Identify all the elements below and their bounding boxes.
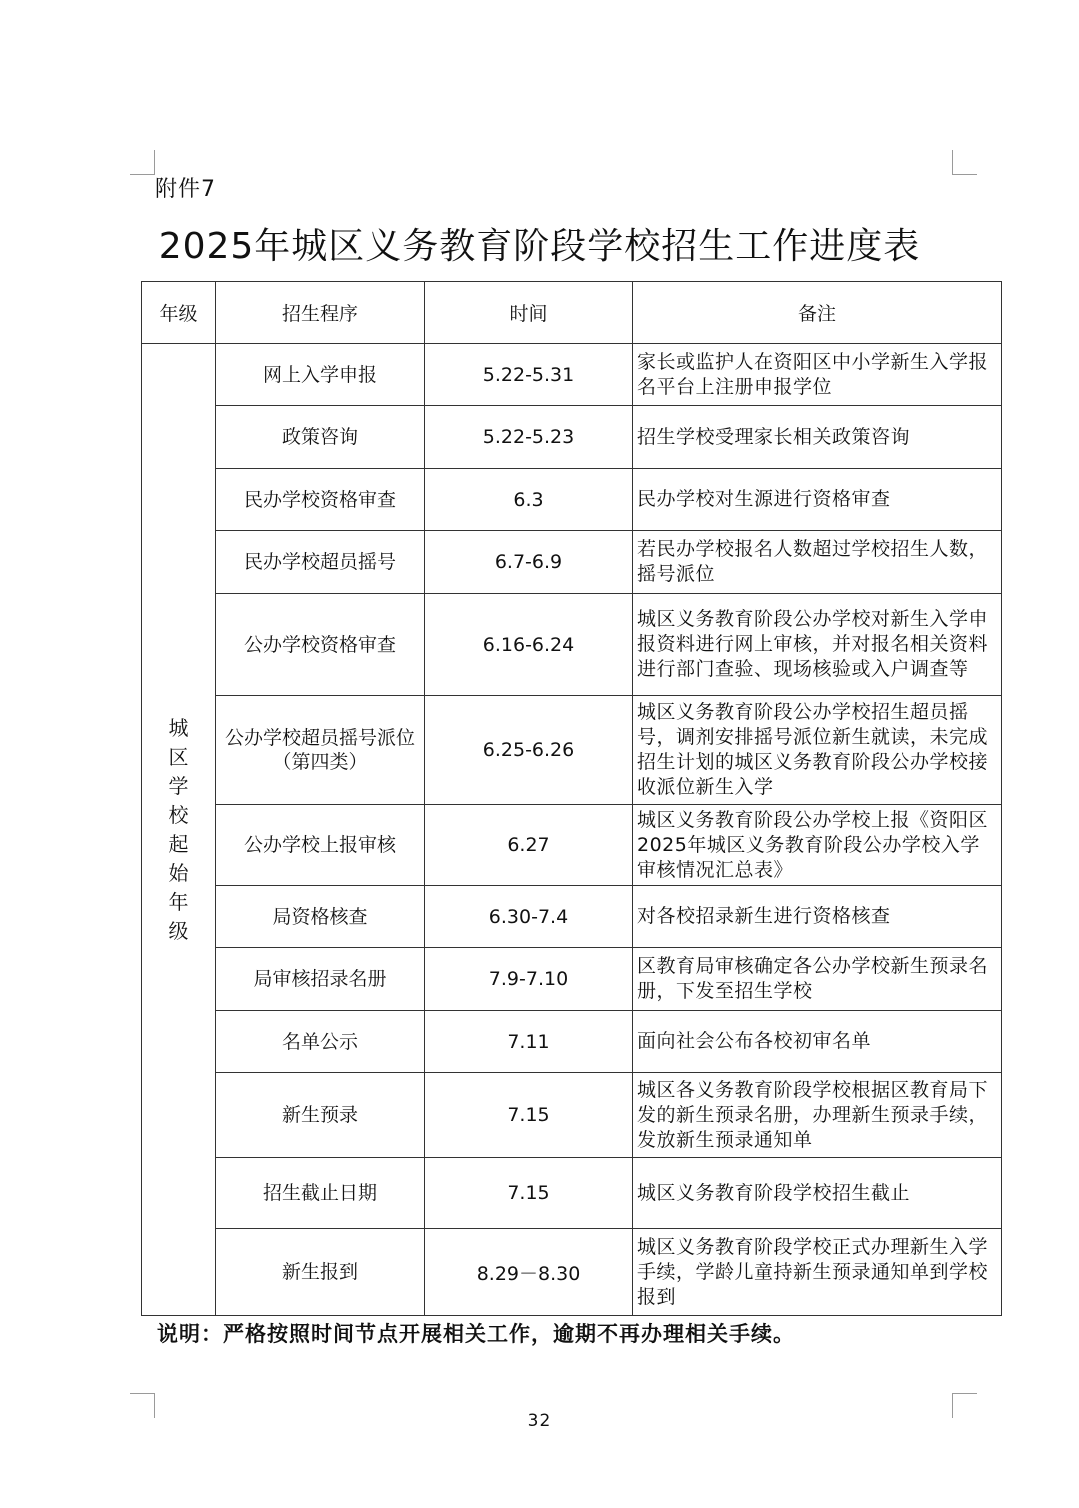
table-row (142, 805, 1002, 886)
time-cell: 6.30-7.4 (425, 886, 633, 948)
header-procedure: 招生程序 (216, 282, 425, 344)
time-cell: 6.27 (425, 805, 633, 886)
procedure-cell: 政策咨询 (216, 406, 425, 469)
procedure-cell: 局审核招录名册 (216, 948, 425, 1011)
grade-cell (142, 344, 216, 1316)
table-row (142, 696, 1002, 805)
procedure-cell: 民办学校超员摇号 (216, 531, 425, 594)
enrollment-schedule-table (141, 281, 1002, 1316)
time-cell: 7.9-7.10 (425, 948, 633, 1011)
procedure-cell: 招生截止日期 (216, 1158, 425, 1229)
procedure-cell: 新生预录 (216, 1073, 425, 1158)
table-row (142, 344, 1002, 406)
remarks-cell: 家长或监护人在资阳区中小学新生入学报名平台上注册申报学位 (633, 344, 1002, 406)
procedure-cell: 公办学校超员摇号派位（第四类） (216, 696, 425, 805)
table-row (142, 886, 1002, 948)
remarks-cell: 民办学校对生源进行资格审查 (633, 469, 1002, 531)
procedure-cell: 公办学校资格审查 (216, 594, 425, 696)
procedure-cell: 网上入学申报 (216, 344, 425, 406)
page-number: 32 (527, 1411, 552, 1431)
time-cell: 6.16-6.24 (425, 594, 633, 696)
procedure-cell: 名单公示 (216, 1011, 425, 1073)
procedure-cell: 新生报到 (216, 1229, 425, 1316)
attachment-label: 附件7 (155, 177, 216, 202)
time-cell: 7.15 (425, 1073, 633, 1158)
remarks-cell: 若民办学校报名人数超过学校招生人数，摇号派位 (633, 531, 1002, 594)
time-cell: 6.25-6.26 (425, 696, 633, 805)
time-cell: 5.22-5.31 (425, 344, 633, 406)
time-cell: 5.22-5.23 (425, 406, 633, 469)
document-title: 2025年城区义务教育阶段学校招生工作进度表 (158, 226, 921, 267)
remarks-cell: 区教育局审核确定各公办学校新生预录名册，下发至招生学校 (633, 948, 1002, 1011)
footnote: 说明：严格按照时间节点开展相关工作，逾期不再办理相关手续。 (157, 1322, 795, 1346)
remarks-cell: 城区义务教育阶段公办学校招生超员摇号，调剂安排摇号派位新生就读，未完成招生计划的城区义务教育阶段公办学校接收派位新生入学 (633, 696, 1002, 805)
crop-mark-top-left (130, 150, 155, 175)
table-row (142, 1229, 1002, 1316)
header-remarks: 备注 (633, 282, 1002, 344)
table-row (142, 1158, 1002, 1229)
table-row (142, 469, 1002, 531)
remarks-cell: 城区义务教育阶段学校招生截止 (633, 1158, 1002, 1229)
procedure-cell: 民办学校资格审查 (216, 469, 425, 531)
table-row (142, 531, 1002, 594)
procedure-cell: 公办学校上报审核 (216, 805, 425, 886)
time-cell: 7.15 (425, 1158, 633, 1229)
time-cell: 7.11 (425, 1011, 633, 1073)
time-cell: 6.7-6.9 (425, 531, 633, 594)
remarks-cell: 对各校招录新生进行资格核查 (633, 886, 1002, 948)
header-time: 时间 (425, 282, 633, 344)
time-cell: 6.3 (425, 469, 633, 531)
crop-mark-top-right (952, 150, 977, 175)
remarks-cell: 城区各义务教育阶段学校根据区教育局下发的新生预录名册，办理新生预录手续，发放新生预录通知单 (633, 1073, 1002, 1158)
table-header-row (142, 282, 1002, 344)
remarks-cell: 城区义务教育阶段公办学校上报《资阳区2025年城区义务教育阶段公办学校入学审核情况汇总表》 (633, 805, 1002, 886)
table-row (142, 594, 1002, 696)
table-row (142, 948, 1002, 1011)
table-row (142, 1073, 1002, 1158)
table-row (142, 406, 1002, 469)
procedure-cell: 局资格核查 (216, 886, 425, 948)
remarks-cell: 城区义务教育阶段学校正式办理新生入学手续，学龄儿童持新生预录通知单到学校报到 (633, 1229, 1002, 1316)
header-grade: 年级 (142, 282, 216, 344)
grade-label: 城区学校起始年级 (168, 715, 189, 943)
table-row (142, 1011, 1002, 1073)
remarks-cell: 面向社会公布各校初审名单 (633, 1011, 1002, 1073)
remarks-cell: 城区义务教育阶段公办学校对新生入学申报资料进行网上审核，并对报名相关资料进行部门查验、现场核验或入户调查等 (633, 594, 1002, 696)
remarks-cell: 招生学校受理家长相关政策咨询 (633, 406, 1002, 469)
time-cell: 8.29－8.30 (425, 1229, 633, 1316)
